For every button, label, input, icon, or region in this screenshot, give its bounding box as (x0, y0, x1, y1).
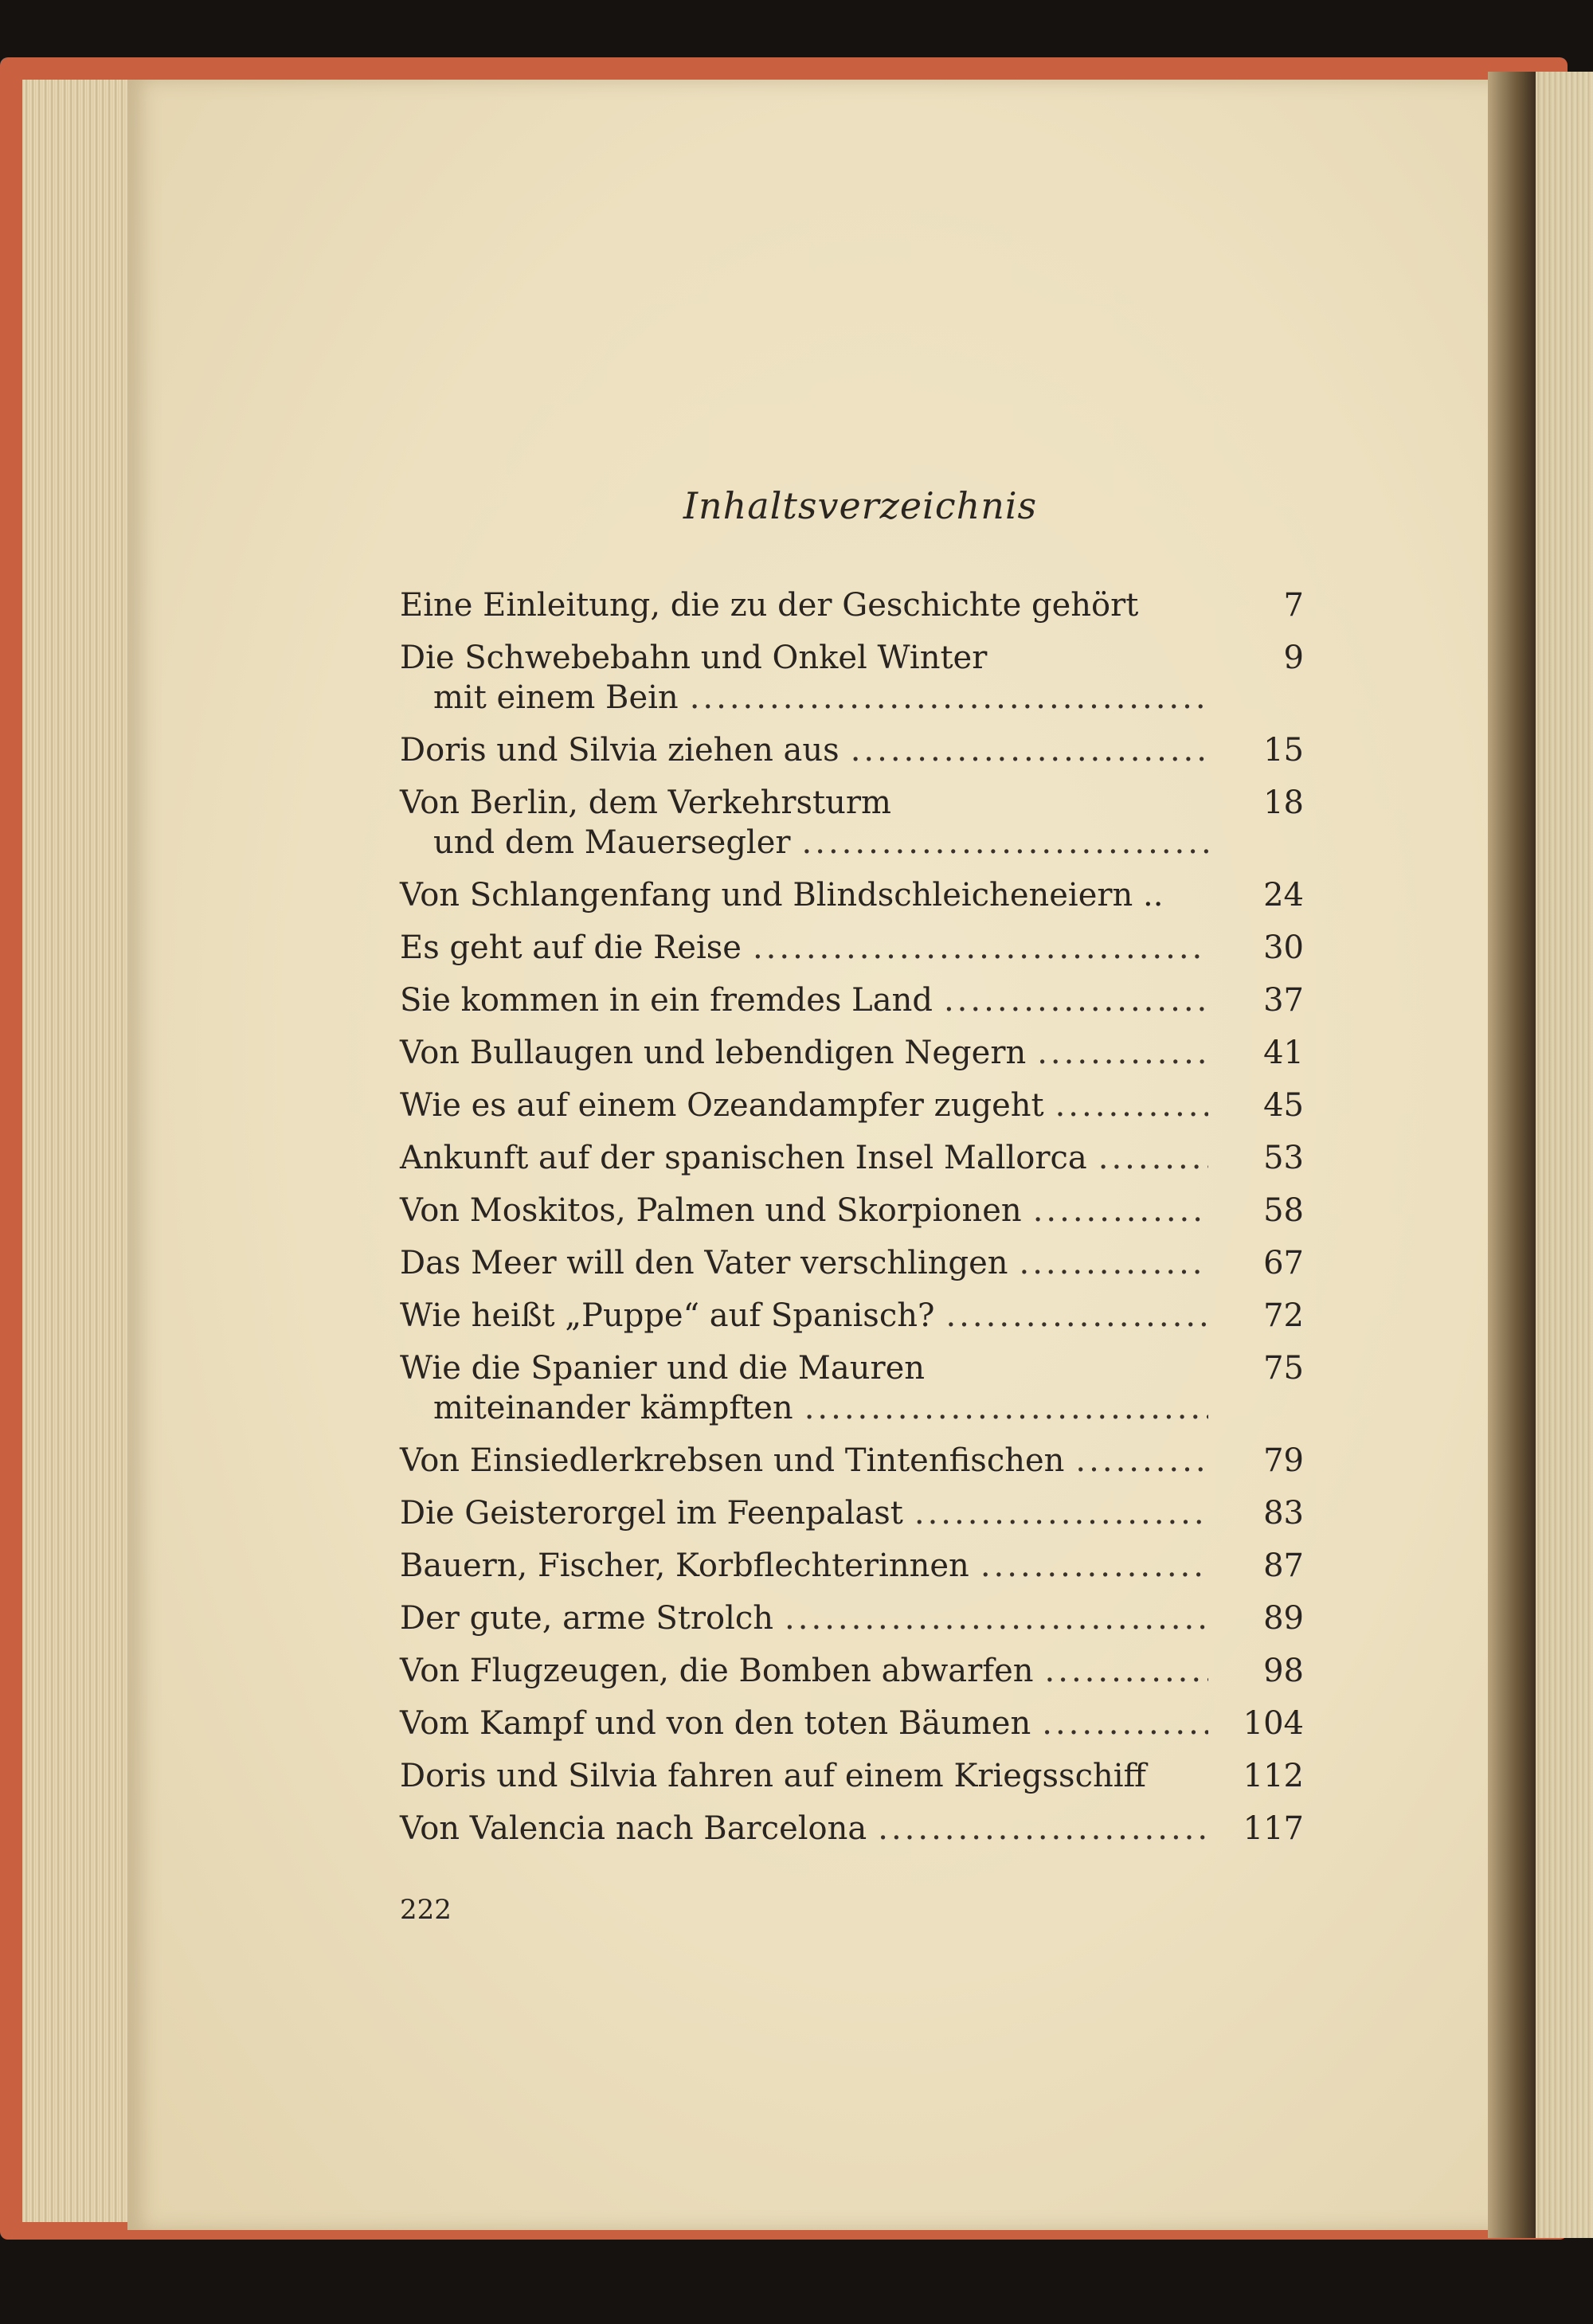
toc-entry-page: 83 (1263, 1495, 1304, 1532)
toc-entry-title: und dem Mauersegler (433, 824, 791, 861)
page-number: 222 (400, 1894, 452, 1926)
dot-leader (851, 730, 1208, 770)
toc-entry-page: 53 (1263, 1140, 1304, 1176)
dot-leader (753, 928, 1208, 968)
toc-entry-title: Von Einsiedlerkrebsen und Tintenfischen (400, 1442, 1065, 1479)
dot-leader (1075, 1441, 1208, 1481)
toc-entry-title-line: Wie die Spanier und die Mauren (400, 1350, 926, 1387)
toc-entry (400, 1756, 1304, 1796)
toc-entry (400, 980, 1304, 1020)
toc-entry (400, 1348, 1304, 1428)
dot-leader (785, 1598, 1208, 1638)
toc-entry (400, 1086, 1304, 1125)
facing-page-stack (1533, 72, 1593, 2238)
toc-entry-page: 15 (1263, 732, 1304, 769)
toc-entry (400, 1138, 1304, 1178)
toc-entry-page: 37 (1263, 982, 1304, 1019)
toc-entry (400, 585, 1304, 625)
toc-entry (400, 1704, 1304, 1743)
toc-entry-title: Von Valencia nach Barcelona (400, 1810, 867, 1847)
toc-entry-page: 30 (1263, 929, 1304, 966)
toc-entry-title: Von Schlangenfang und Blindschleicheneiern .. (400, 877, 1164, 914)
dot-leader (1033, 1191, 1208, 1230)
toc-entry (400, 1493, 1304, 1533)
dot-leader (1098, 1138, 1208, 1178)
toc-entry (400, 1441, 1304, 1481)
dot-leader (1055, 1086, 1208, 1125)
toc-entry (400, 1243, 1304, 1283)
toc-entry-title: Eine Einleitung, die zu der Geschichte gehört (400, 587, 1139, 624)
toc-entry-page: 45 (1263, 1087, 1304, 1124)
dot-leader (878, 1809, 1208, 1849)
table-of-contents (400, 585, 1304, 1861)
toc-entry-title-line: Von Berlin, dem Verkehrsturm (400, 784, 891, 821)
dot-leader (980, 1546, 1208, 1586)
dot-leader (1042, 1704, 1208, 1743)
toc-entry-page: 112 (1243, 1758, 1304, 1794)
toc-entry-title: Vom Kampf und von den toten Bäumen (400, 1705, 1031, 1742)
toc-entry-title: Wie heißt „Puppe“ auf Spanisch? (400, 1297, 935, 1334)
toc-entry-page: 41 (1263, 1035, 1304, 1071)
toc-entry-page: 24 (1263, 877, 1304, 914)
toc-entry (400, 1809, 1304, 1849)
toc-entry-page: 7 (1283, 587, 1304, 624)
toc-entry-title: miteinander kämpften (433, 1390, 793, 1426)
toc-entry (400, 1598, 1304, 1638)
dot-leader (944, 980, 1208, 1020)
toc-entry-page: 67 (1263, 1245, 1304, 1281)
toc-entry-title: Doris und Silvia fahren auf einem Kriegsschiff (400, 1758, 1146, 1794)
toc-entry (400, 1296, 1304, 1336)
toc-entry-page: 58 (1263, 1192, 1304, 1229)
toc-entry-page: 9 (1283, 640, 1304, 676)
dot-leader (690, 678, 1208, 718)
toc-entry-page: 117 (1243, 1810, 1304, 1847)
toc-entry-page: 104 (1243, 1705, 1304, 1742)
toc-entry-title: Es geht auf die Reise (400, 929, 742, 966)
toc-entry-title: Von Flugzeugen, die Bomben abwarfen (400, 1653, 1034, 1689)
toc-entry-title: Von Moskitos, Palmen und Skorpionen (400, 1192, 1022, 1229)
dot-leader (945, 1296, 1208, 1336)
toc-entry-title: Wie es auf einem Ozeandampfer zugeht (400, 1087, 1044, 1124)
toc-entry-title: Von Bullaugen und lebendigen Negern (400, 1035, 1027, 1071)
toc-entry (400, 783, 1304, 863)
toc-entry-title: Der gute, arme Strolch (400, 1600, 774, 1637)
toc-entry (400, 638, 1304, 718)
toc-entry (400, 1546, 1304, 1586)
toc-entry (400, 1651, 1304, 1691)
toc-entry-page: 75 (1263, 1350, 1304, 1387)
page-edges (22, 80, 142, 2222)
toc-entry-title: Ankunft auf der spanischen Insel Mallorca (400, 1140, 1087, 1176)
toc-entry-title: Sie kommen in ein fremdes Land (400, 982, 933, 1019)
toc-entry (400, 875, 1304, 915)
toc-entry-title-line: Die Schwebebahn und Onkel Winter (400, 640, 988, 676)
dot-leader (1045, 1651, 1208, 1691)
toc-entry (400, 730, 1304, 770)
toc-entry-page: 87 (1263, 1547, 1304, 1584)
toc-heading: Inhaltsverzeichnis (683, 484, 1038, 527)
toc-entry-page: 98 (1263, 1653, 1304, 1689)
toc-entry-page: 79 (1263, 1442, 1304, 1479)
toc-entry-title: Die Geisterorgel im Feenpalast (400, 1495, 903, 1532)
dot-leader (802, 823, 1208, 863)
toc-entry-title: Bauern, Fischer, Korbflechterinnen (400, 1547, 969, 1584)
toc-entry (400, 1191, 1304, 1230)
dot-leader (914, 1493, 1208, 1533)
toc-entry-title: Doris und Silvia ziehen aus (400, 732, 840, 769)
toc-entry-title: Das Meer will den Vater verschlingen (400, 1245, 1008, 1281)
toc-entry-title: mit einem Bein (433, 679, 679, 716)
dot-leader (804, 1388, 1208, 1428)
toc-entry (400, 928, 1304, 968)
toc-entry-page: 72 (1263, 1297, 1304, 1334)
dot-leader (1020, 1243, 1209, 1283)
toc-entry-page: 18 (1263, 784, 1304, 821)
toc-entry-page: 89 (1263, 1600, 1304, 1637)
book-gutter (1488, 72, 1536, 2238)
toc-entry (400, 1033, 1304, 1073)
dot-leader (1037, 1033, 1208, 1073)
